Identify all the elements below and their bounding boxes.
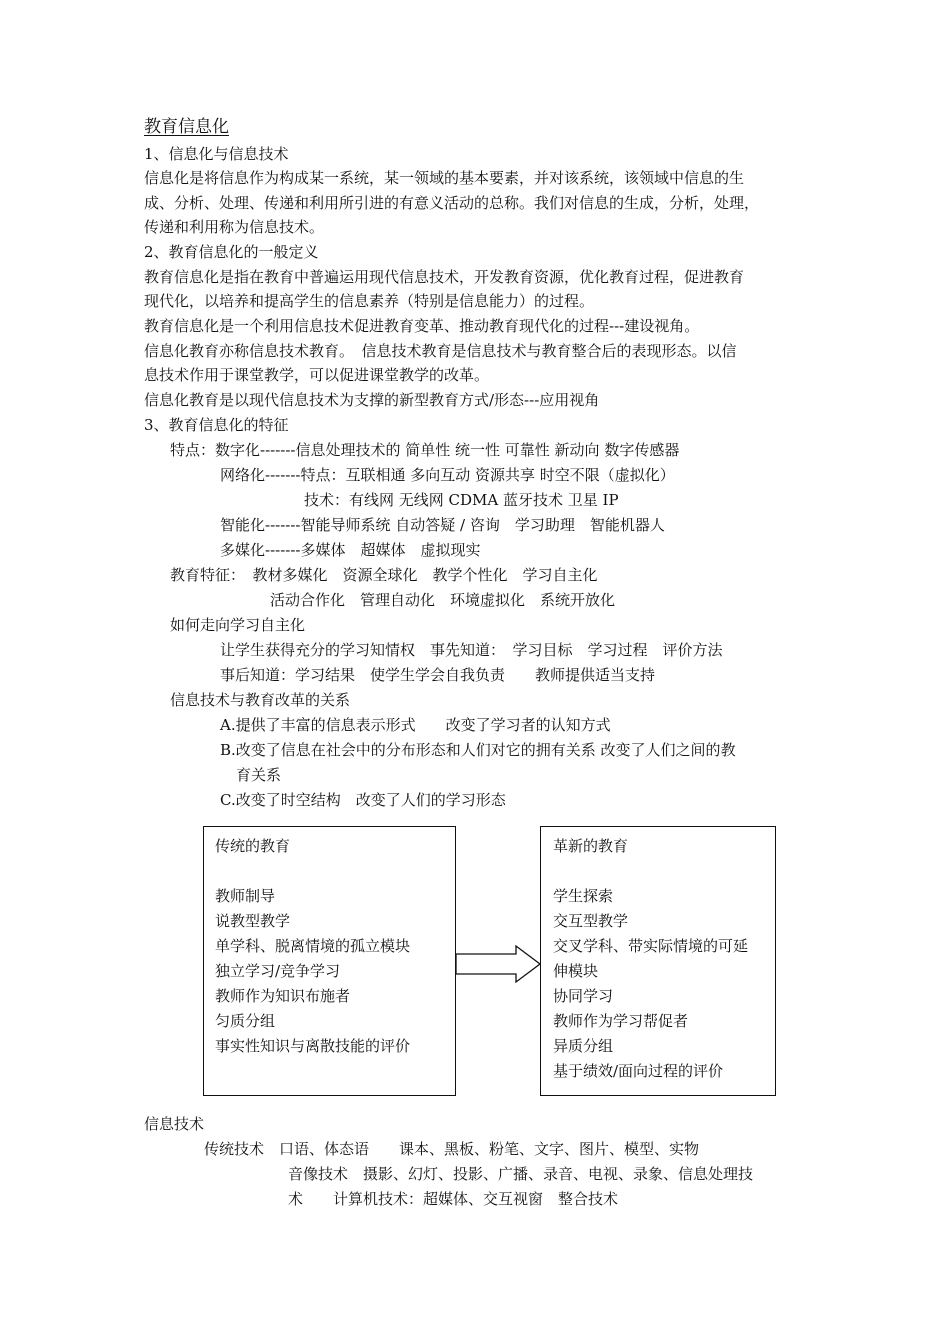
paragraph-line: 信息化教育是以现代信息技术为支撑的新型教育方式/形态---应用视角: [144, 391, 600, 409]
box-item: 教师作为学习帮促者: [553, 1012, 689, 1030]
box-item: 学生探索: [553, 887, 614, 905]
feature-line: 信息技术与教育改革的关系: [170, 691, 351, 709]
feature-line: B.改变了信息在社会中的分布形态和人们对它的拥有关系 改变了人们之间的教: [220, 741, 736, 759]
document-title: 教育信息化: [144, 117, 229, 137]
section-3-heading: 3、教育信息化的特征: [144, 416, 289, 434]
box-title: 传统的教育: [215, 837, 291, 855]
feature-line: 技术：有线网 无线网 CDMA 蓝牙技术 卫星 IP: [304, 491, 619, 509]
right-arrow-icon: [454, 944, 544, 984]
it-line: 术 计算机技术：超媒体、交互视窗 整合技术: [288, 1190, 619, 1208]
paragraph-line: 教育信息化是指在教育中普遍运用现代信息技术，开发教育资源，优化教育过程，促进教育: [144, 268, 745, 286]
box-title: 革新的教育: [553, 837, 629, 855]
feature-line: 让学生获得充分的学习知情权 事先知道： 学习目标 学习过程 评价方法: [220, 641, 723, 659]
feature-line: 特点：数字化-------信息处理技术的 简单性 统一性 可靠性 新动向 数字传感器: [170, 441, 680, 459]
box-item: 交互型教学: [553, 912, 629, 930]
traditional-education-box: [203, 826, 456, 1096]
it-line: 传统技术 口语、体态语 课本、黑板、粉笔、文字、图片、模型、实物: [204, 1140, 700, 1158]
paragraph-line: 息技术作用于课堂教学，可以促进课堂教学的改革。: [144, 366, 490, 384]
box-item: 交叉学科、带实际情境的可延: [553, 937, 749, 955]
feature-line: 智能化-------智能导师系统 自动答疑 / 咨询 学习助理 智能机器人: [220, 516, 665, 534]
feature-line: 网络化-------特点：互联相通 多向互动 资源共享 时空不限（虚拟化）: [220, 466, 675, 484]
box-item: 异质分组: [553, 1037, 614, 1055]
box-item: 单学科、脱离情境的孤立模块: [215, 937, 411, 955]
paragraph-line: 信息化是将信息作为构成某一系统，某一领域的基本要素，并对该系统，该领域中信息的生: [144, 169, 745, 187]
feature-line: 育关系: [236, 766, 282, 784]
paragraph-line: 现代化，以培养和提高学生的信息素养（特别是信息能力）的过程。: [144, 292, 595, 310]
box-item: 基于绩效/面向过程的评价: [553, 1062, 724, 1080]
paragraph-line: 教育信息化是一个利用信息技术促进教育变革、推动教育现代化的过程---建设视角。: [144, 317, 700, 335]
box-item: 协同学习: [553, 987, 614, 1005]
paragraph-line: 成、分析、处理、传递和利用所引进的有意义活动的总称。我们对信息的生成，分析，处理，: [144, 194, 760, 212]
section-1-heading: 1、信息化与信息技术: [144, 145, 289, 163]
box-item: 独立学习/竞争学习: [215, 962, 341, 980]
paragraph-line: 信息化教育亦称信息技术教育。 信息技术教育是信息技术与教育整合后的表现形态。以信: [144, 342, 737, 360]
innovative-education-box: [540, 826, 776, 1096]
feature-line: 如何走向学习自主化: [170, 616, 306, 634]
box-item: 教师制导: [215, 887, 276, 905]
feature-line: 事后知道：学习结果 使学生学会自我负责 教师提供适当支持: [220, 666, 656, 684]
box-item: 说教型教学: [215, 912, 291, 930]
box-item: 事实性知识与离散技能的评价: [215, 1037, 411, 1055]
it-line: 音像技术 摄影、幻灯、投影、广播、录音、电视、录象、信息处理技: [288, 1165, 754, 1183]
section-2-heading: 2、教育信息化的一般定义: [144, 243, 319, 261]
feature-line: C.改变了时空结构 改变了人们的学习形态: [220, 791, 506, 809]
paragraph-line: 传递和利用称为信息技术。: [144, 218, 325, 236]
feature-line: A.提供了丰富的信息表示形式 改变了学习者的认知方式: [220, 716, 611, 734]
box-item: 教师作为知识布施者: [215, 987, 351, 1005]
box-item: 伸模块: [553, 962, 599, 980]
feature-line: 教育特征： 教材多媒化 资源全球化 教学个性化 学习自主化: [170, 566, 598, 584]
it-heading: 信息技术: [144, 1115, 205, 1133]
box-item: 匀质分组: [215, 1012, 276, 1030]
feature-line: 多媒化-------多媒体 超媒体 虚拟现实: [220, 541, 481, 559]
feature-line: 活动合作化 管理自动化 环境虚拟化 系统开放化: [270, 591, 616, 609]
